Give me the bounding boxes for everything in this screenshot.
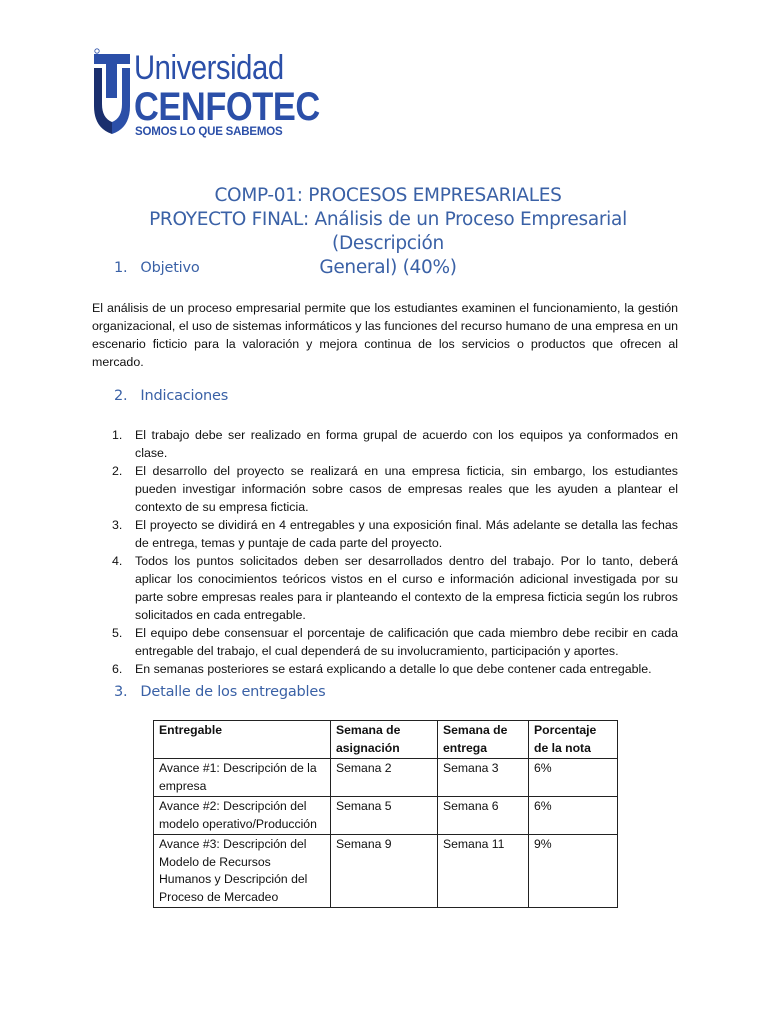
section-number: 2. (114, 388, 128, 404)
logo-tagline: SOMOS LO QUE SABEMOS (135, 126, 283, 138)
table-header-cell: Semana de asignación (331, 721, 438, 759)
list-item-number: 4. (112, 554, 123, 568)
list-item-text: El trabajo debe ser realizado en forma grupal de acuerdo con los equipos ya conformados en clase. (135, 428, 678, 460)
title-line-project: PROYECTO FINAL: Análisis de un Proceso Empresarial (Descripción (149, 209, 627, 254)
list-item-text: Todos los puntos solicitados deben ser desarrollados dentro del trabajo. Por lo tanto, deberá aplicar los conocimientos teóricos vistos en el curso e información adicional investigada por su parte sobre empresas reales para ir planteando el contexto de la empresa ficticia según los rubros solicitados en cada entregable. (135, 554, 678, 622)
table-cell: Semana 9 (331, 835, 438, 908)
table-cell: 9% (529, 835, 618, 908)
section-title: Indicaciones (140, 388, 229, 404)
table-cell: 6% (529, 797, 618, 835)
table-header-cell: Entregable (154, 721, 331, 759)
table-row (154, 835, 618, 908)
table-cell: Semana 3 (438, 759, 529, 797)
table-cell: 6% (529, 759, 618, 797)
list-item-number: 2. (112, 464, 123, 478)
logo-line-cenfotec: CENFOTEC (134, 85, 320, 129)
list-item-text: El equipo debe consensuar el porcentaje de calificación que cada miembro debe recibir en cada entregable del trabajo, el cual dependerá de su involucramiento, participación y aportes. (135, 626, 678, 658)
title-line-project-cont: General) (40%) (319, 257, 457, 278)
table-header-row (154, 721, 618, 759)
section-number: 3. (114, 684, 128, 700)
section-title: Objetivo (140, 260, 200, 276)
university-logo (92, 48, 320, 140)
list-item-text: En semanas posteriores se estará explicando a detalle lo que debe contener cada entregable. (135, 662, 652, 676)
section-heading-entregables (114, 684, 325, 700)
section-heading-objetivo (114, 260, 200, 276)
table-cell: Avance #1: Descripción de la empresa (154, 759, 331, 797)
table-cell: Semana 5 (331, 797, 438, 835)
list-item (112, 462, 678, 516)
table-row (154, 759, 618, 797)
title-line-course: COMP-01: PROCESOS EMPRESARIALES (214, 185, 562, 206)
table-cell: Semana 6 (438, 797, 529, 835)
list-item (112, 660, 678, 678)
list-item (112, 624, 678, 660)
table-cell: Semana 11 (438, 835, 529, 908)
objetivo-paragraph: El análisis de un proceso empresarial permite que los estudiantes examinen el funcionamiento, la gestión organizacional, el uso de sistemas informáticos y las funciones del recurso humano de una empresa en un escenario ficticio para la valoración y mejora continua de los servicios o productos que ofrecen al mercado. (92, 301, 678, 369)
list-item-text: El desarrollo del proyecto se realizará en una empresa ficticia, sin embargo, los estudiantes pueden investigar información sobre casos de empresas reales que les ayuden a plantear el contexto de su empresa ficticia. (135, 464, 678, 514)
list-item-number: 1. (112, 428, 123, 442)
table-row (154, 797, 618, 835)
list-item (112, 516, 678, 552)
table-cell: Semana 2 (331, 759, 438, 797)
section-heading-indicaciones (114, 388, 228, 404)
cenfotec-emblem-icon (92, 48, 132, 140)
table-cell: Avance #2: Descripción del modelo operativo/Producción (154, 797, 331, 835)
section-number: 1. (114, 260, 128, 276)
list-item-number: 6. (112, 662, 123, 676)
list-item-text: El proyecto se dividirá en 4 entregables y una exposición final. Más adelante se detalla las fechas de entrega, temas y puntaje de cada parte del proyecto. (135, 518, 678, 550)
list-item-number: 3. (112, 518, 123, 532)
list-item (112, 426, 678, 462)
table-cell: Avance #3: Descripción del Modelo de Recursos Humanos y Descripción del Proceso de Mercadeo (154, 835, 331, 908)
list-item-number: 5. (112, 626, 123, 640)
table-header-cell: Semana de entrega (438, 721, 529, 759)
logo-line-universidad: Universidad (134, 49, 284, 87)
section-title: Detalle de los entregables (140, 684, 326, 700)
entregables-table (153, 720, 618, 908)
table-header-cell: Porcentaje de la nota (529, 721, 618, 759)
indicaciones-list (112, 426, 678, 678)
list-item (112, 552, 678, 624)
